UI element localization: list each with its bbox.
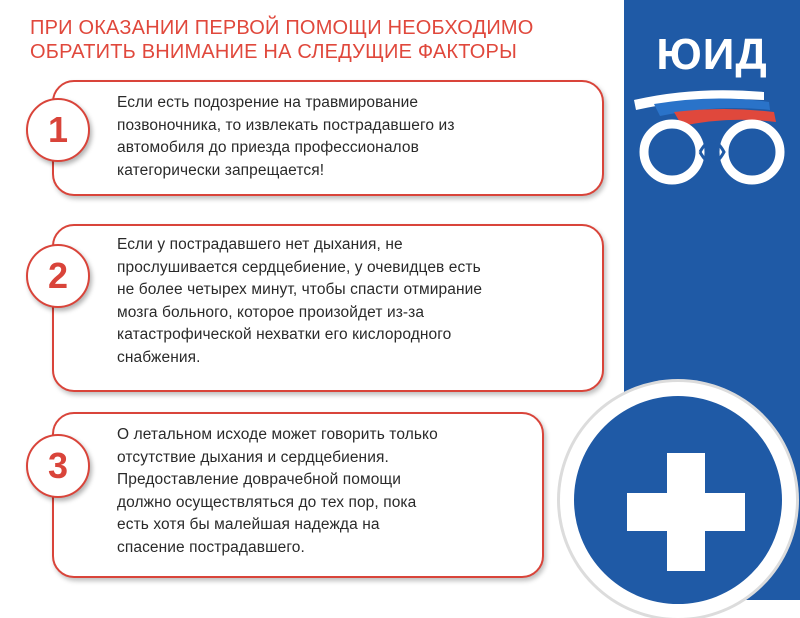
slide-title: [30, 16, 600, 64]
factor-card-2-line: катастрофической нехватки его кислородного: [117, 326, 452, 343]
factor-card-1-text: [117, 92, 455, 182]
slide-title-line-2: ОБРАТИТЬ ВНИМАНИЕ НА СЛЕДУЩИЕ ФАКТОРЫ: [30, 41, 517, 63]
factor-number-3: 3: [26, 434, 90, 498]
factor-card-1-line: Если есть подозрение на травмирование: [117, 94, 419, 111]
factor-card-2-line: снабжения.: [117, 348, 201, 366]
factor-number-1: 1: [26, 98, 90, 162]
yuid-logo: [624, 22, 800, 192]
factor-number-2: 2: [26, 244, 90, 308]
factor-card-3-text: [117, 424, 438, 559]
bicycle-infinity-icon: [624, 82, 800, 192]
factor-card-2-line: прослушивается сердцебиение, у очевидцев есть: [117, 258, 481, 276]
factor-card-2-line: мозга больного, которое произойдет из-за: [117, 303, 425, 321]
factor-card-2-line: Если у пострадавшего нет дыхания, не: [117, 236, 403, 253]
logo-text: ЮИД: [656, 30, 768, 79]
factor-card-1-line: автомобиля до приезда профессионалов: [117, 139, 419, 156]
factor-card-1-line: категорически запрещается!: [117, 161, 325, 179]
factor-card-3-line: О летальном исходе может говорить только: [117, 426, 438, 443]
factor-card-3-line: должно осуществляться до тех пор, пока: [117, 493, 417, 511]
medical-cross-icon: [627, 453, 745, 571]
factor-card-3-line: отсутствие дыхания и сердцебиения.: [117, 448, 389, 466]
factor-card-2-text: [117, 234, 482, 369]
factor-card-2-line: не более четырех минут, чтобы спасти отмирание: [117, 281, 483, 298]
factor-card-1-line: позвоночника, то извлекать пострадавшего из: [117, 116, 455, 134]
factor-card-3-line: спасение пострадавшего.: [117, 538, 305, 556]
factor-card-3-line: Предоставление доврачебной помощи: [117, 471, 402, 488]
factor-card-3-line: есть хотя бы малейшая надежда на: [117, 516, 380, 533]
slide-title-line-1: ПРИ ОКАЗАНИИ ПЕРВОЙ ПОМОЩИ НЕОБХОДИМО: [30, 17, 534, 39]
